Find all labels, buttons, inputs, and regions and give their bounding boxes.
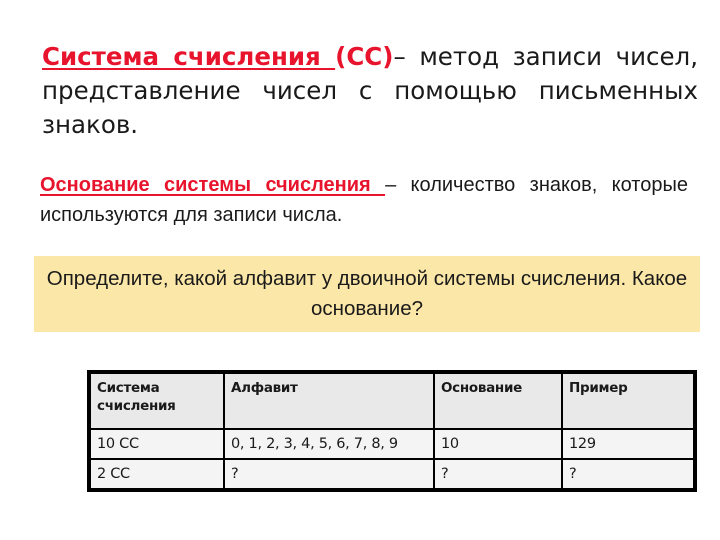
term-abbreviation: (СС)	[335, 42, 394, 71]
number-systems-table	[89, 372, 695, 490]
cell-system: 2 СС	[91, 460, 223, 488]
term-base: Основание системы счисления	[40, 174, 386, 196]
header-alphabet: Алфавит	[225, 374, 433, 428]
definition-base-text: – количество знаков, которые используются для записи числа.	[40, 174, 688, 226]
cell-alphabet: ?	[225, 460, 433, 488]
header-base: Основание	[435, 374, 561, 428]
table-header-row	[91, 374, 693, 428]
header-system: Система счисления	[91, 374, 223, 428]
number-systems-table-frame	[87, 370, 697, 492]
question-text: Определите, какой алфавит у двоичной системы счисления. Какое основание?	[46, 267, 688, 320]
cell-system: 10 СС	[91, 430, 223, 458]
table-row	[91, 460, 693, 488]
cell-base: ?	[435, 460, 561, 488]
definition-number-system-text: – метод записи чисел, представление чисел с помощью письменных знаков.	[42, 42, 698, 139]
question-box	[34, 256, 700, 332]
cell-base: 10	[435, 430, 561, 458]
cell-example: ?	[563, 460, 693, 488]
cell-example: 129	[563, 430, 693, 458]
definition-base	[40, 170, 688, 230]
table-row	[91, 430, 693, 458]
header-example: Пример	[563, 374, 693, 428]
term-number-system: Система счисления	[42, 42, 336, 71]
cell-alphabet: 0, 1, 2, 3, 4, 5, 6, 7, 8, 9	[225, 430, 433, 458]
definition-number-system	[42, 40, 698, 142]
